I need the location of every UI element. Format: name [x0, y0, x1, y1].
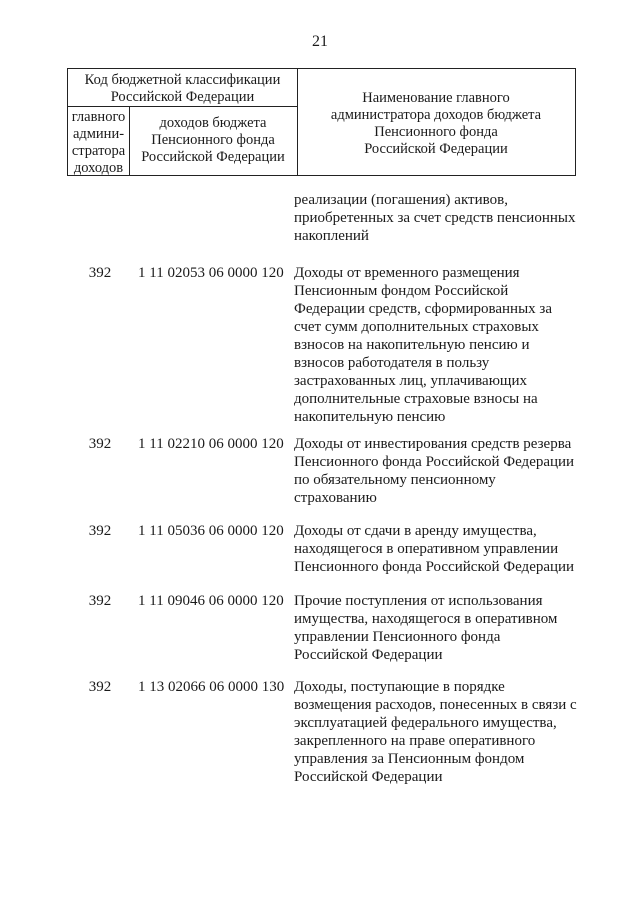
- row-name-line: имущества, находящегося в оперативном: [294, 611, 558, 627]
- row-name-line: Доходы, поступающие в порядке: [294, 679, 505, 695]
- row-name-line: взносов на накопительную пенсию и: [294, 337, 530, 353]
- row-name-line: взносов работодателя в пользу: [294, 355, 490, 371]
- row-name-line: дополнительные страховые взносы на: [294, 391, 538, 407]
- row-name: [294, 678, 594, 786]
- header-code-group: [68, 69, 298, 107]
- header-line: Пенсионного фонда: [151, 132, 275, 148]
- row-name-line: Российской Федерации: [294, 769, 443, 785]
- header-line: админи-: [72, 126, 125, 142]
- row-admin-code: 392: [88, 436, 112, 452]
- row-name-line: управлении Пенсионного фонда: [294, 629, 501, 645]
- header-line: Код бюджетной классификации: [84, 72, 281, 88]
- row-income-code: 1 11 09046 06 0000 120: [138, 593, 284, 609]
- header-line: доходов бюджета: [159, 115, 267, 131]
- row-name-line: накопительную пенсию: [294, 409, 446, 425]
- row-income-code: 1 11 02210 06 0000 120: [138, 436, 284, 452]
- header-line: Российской Федерации: [141, 149, 285, 165]
- row-name-line: приобретенных за счет средств пенсионных: [294, 210, 576, 226]
- row-name-line: находящегося в оперативном управлении: [294, 541, 559, 557]
- row-name: [294, 522, 594, 576]
- header-line: Российской Федерации: [110, 89, 255, 105]
- row-name: [294, 592, 594, 664]
- row-name-line: Доходы от сдачи в аренду имущества,: [294, 523, 537, 539]
- row-name-line: Федерации средств, сформированных за: [294, 301, 552, 317]
- row-name: [294, 435, 594, 507]
- row-name-line: по обязательному пенсионному: [294, 472, 496, 488]
- row-name-line: счет сумм дополнительных страховых: [294, 319, 539, 335]
- header-line: Пенсионного фонда: [374, 124, 498, 140]
- row-name: [294, 264, 594, 426]
- header-line: стратора: [71, 143, 126, 159]
- row-name-line: Доходы от инвестирования средств резерва: [294, 436, 572, 452]
- row-name-line: реализации (погашения) активов,: [294, 192, 508, 208]
- header-admin-code: [68, 106, 130, 175]
- row-admin-code: 392: [88, 679, 112, 695]
- row-name-line: закрепленного на праве оперативного: [294, 733, 536, 749]
- row-name-line: Доходы от временного размещения: [294, 265, 520, 281]
- header-income-code: [129, 106, 298, 175]
- row-admin-code: 392: [88, 523, 112, 539]
- row-name-line: управления за Пенсионным фондом: [294, 751, 525, 767]
- row-income-code: 1 11 02053 06 0000 120: [138, 265, 284, 281]
- row-name-line: страхованию: [294, 490, 377, 506]
- table-header: [67, 68, 576, 176]
- row-name: [294, 191, 594, 245]
- header-line: Российской Федерации: [364, 141, 508, 157]
- row-income-code: 1 11 05036 06 0000 120: [138, 523, 284, 539]
- row-name-line: эксплуатацией федерального имущества,: [294, 715, 557, 731]
- row-admin-code: 392: [88, 265, 112, 281]
- header-line: доходов: [73, 160, 124, 176]
- row-admin-code: 392: [88, 593, 112, 609]
- row-name-line: Пенсионным фондом Российской: [294, 283, 509, 299]
- row-name-line: Российской Федерации: [294, 647, 443, 663]
- header-administrator-name: [297, 69, 575, 175]
- row-name-line: застрахованных лиц, уплачивающих: [294, 373, 527, 389]
- page-number: 21: [312, 33, 328, 50]
- row-name-line: Пенсионного фонда Российской Федерации: [294, 559, 575, 575]
- header-line: администратора доходов бюджета: [330, 107, 542, 123]
- row-name-line: Пенсионного фонда Российской Федерации: [294, 454, 575, 470]
- row-name-line: Прочие поступления от использования: [294, 593, 543, 609]
- row-name-line: накоплений: [294, 228, 369, 244]
- row-name-line: возмещения расходов, понесенных в связи с: [294, 697, 577, 713]
- header-line: главного: [71, 109, 126, 125]
- header-line: Наименование главного: [362, 90, 510, 106]
- row-income-code: 1 13 02066 06 0000 130: [138, 679, 285, 695]
